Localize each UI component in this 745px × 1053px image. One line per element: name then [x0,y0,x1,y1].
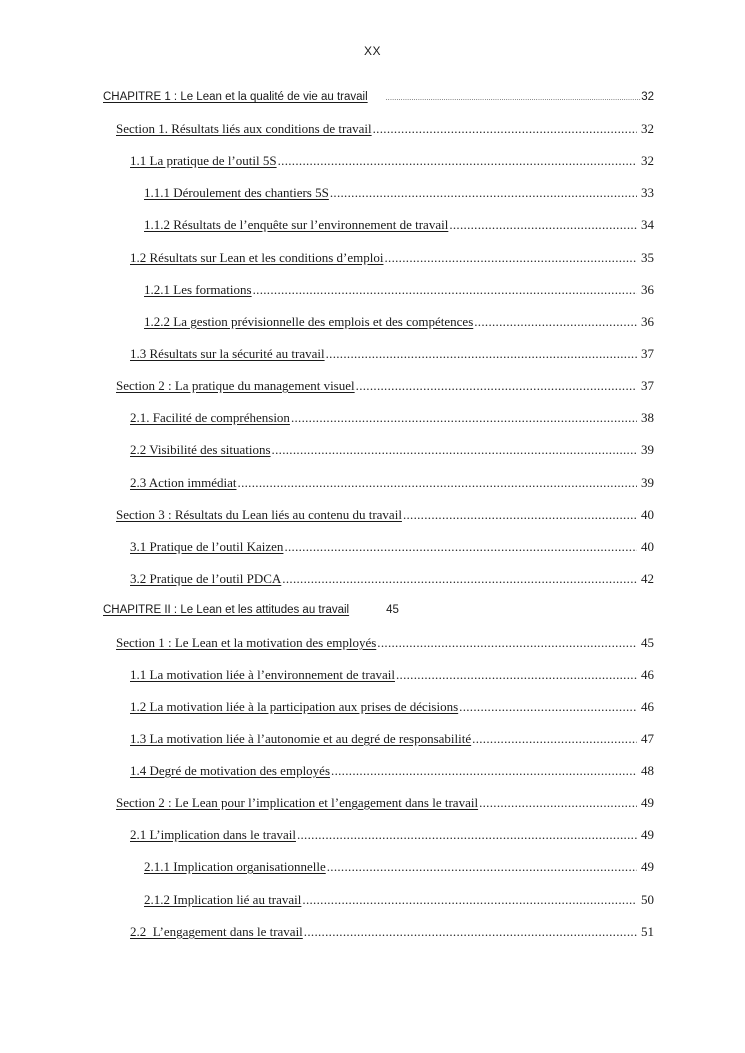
toc-entry-label: 2.2 Visibilité des situations [130,442,271,457]
toc-entry-label: 3.2 Pratique de l’outil PDCA [130,571,282,586]
toc-entry-subsection[interactable] [130,249,654,267]
toc-entry-page: 46 [641,699,654,714]
toc-entry-label: 1.2 La motivation liée à la participation aux prises de décisions [130,699,459,714]
toc-entry-section[interactable] [116,120,654,138]
toc-entry-section[interactable] [116,634,654,652]
dot-leader [449,216,637,234]
toc-entry-page: 33 [641,185,654,200]
toc-entry-page: 49 [641,827,654,842]
dot-leader [304,923,637,941]
toc-entry-page: 49 [641,859,654,874]
toc-entry-page: 47 [641,731,654,746]
toc-entry-page: 37 [641,378,654,393]
toc-entry-page: 42 [641,571,654,586]
toc-entry-label: 1.3 Résultats sur la sécurité au travail [130,346,325,361]
toc-entry-subsubsection[interactable] [144,858,654,876]
dot-leader [331,762,637,780]
toc-entry-page: 45 [641,635,654,650]
toc-entry-chapter-1[interactable] [103,88,654,106]
toc-entry-label: 1.1 La pratique de l’outil 5S [130,153,277,168]
toc-entry-subsection[interactable] [130,666,654,684]
toc-entry-label: 2.1 L’implication dans le travail [130,827,296,842]
toc-entry-label: 2.1.2 Implication lié au travail [144,892,302,907]
toc-entry-label: Section 1 : Le Lean et la motivation des employés [116,635,377,650]
dot-leader [291,409,637,427]
toc-entry-page: 46 [641,667,654,682]
toc-entry-section[interactable] [116,506,654,524]
toc-entry-label: 2.1. Facilité de compréhension [130,410,290,425]
toc-entry-page: 35 [641,250,654,265]
toc-entry-subsection[interactable] [130,762,654,780]
toc-entry-label: 1.4 Degré de motivation des employés [130,763,331,778]
dot-leader [330,184,637,202]
dot-leader [472,730,637,748]
toc-entry-label: Section 3 : Résultats du Lean liés au contenu du travail [116,507,402,522]
toc-entry-label: 1.2.2 La gestion prévisionnelle des emplois et des compétences [144,314,474,329]
toc-entry-page: 40 [641,507,654,522]
toc-entry-page: 32 [641,91,654,103]
toc-entry-subsection[interactable] [130,826,654,844]
toc-entry-label: 1.3 La motivation liée à l’autonomie et au degré de responsabilité [130,731,472,746]
dot-leader [474,313,637,331]
toc-entry-label: 2.2 L’engagement dans le travail [130,924,303,939]
page-header: XX [363,44,381,58]
toc-entry-subsubsection[interactable] [144,184,654,202]
toc-entry-subsection[interactable] [130,152,654,170]
toc-entry-page: 38 [641,410,654,425]
toc-entry-label: CHAPITRE 1 : Le Lean et la qualité de vie au travail [103,91,368,103]
toc-entry-label: Section 2 : Le Lean pour l’implication et l’engagement dans le travail [116,795,479,810]
dot-leader [396,666,637,684]
dot-leader [384,249,637,267]
toc-entry-label: 2.3 Action immédiat [130,475,237,490]
toc-entry-section[interactable] [116,794,654,812]
toc-entry-label: 1.2 Résultats sur Lean et les conditions d’emploi [130,250,384,265]
toc-entry-subsubsection[interactable] [144,313,654,331]
toc-entry-page: 50 [641,892,654,907]
toc-entry-page: 39 [641,475,654,490]
toc-entry-subsection[interactable] [130,345,654,363]
toc-entry-subsection[interactable] [130,730,654,748]
dot-leader [326,345,637,363]
dot-leader [386,90,642,108]
toc-entry-page: 45 [386,604,399,616]
toc-entry-label: 2.1.1 Implication organisationnelle [144,859,326,874]
toc-entry-page: 51 [641,924,654,939]
toc-entry-page: 48 [641,763,654,778]
toc-entry-label: Section 1. Résultats liés aux conditions de travail [116,121,372,136]
dot-leader [373,120,637,138]
toc-entry-subsection[interactable] [130,409,654,427]
toc-entry-page: 37 [641,346,654,361]
toc-entry-page: 49 [641,795,654,810]
dot-leader [284,538,637,556]
dot-leader [272,441,637,459]
toc-entry-label: 1.1.1 Déroulement des chantiers 5S [144,185,329,200]
toc-entry-subsection[interactable] [130,570,654,588]
dot-leader [302,891,637,909]
toc-entry-label: 3.1 Pratique de l’outil Kaizen [130,539,284,554]
toc-entry-label: Section 2 : La pratique du management visuel [116,378,355,393]
dot-leader [479,794,637,812]
toc-entry-page: 40 [641,539,654,554]
dot-leader [327,858,637,876]
dot-leader [356,377,637,395]
dot-leader [278,152,637,170]
toc-entry-subsection[interactable] [130,441,654,459]
toc-entry-chapter-2[interactable] [103,601,399,619]
toc-entry-subsubsection[interactable] [144,891,654,909]
toc-entry-label: CHAPITRE II : Le Lean et les attitudes au travail [103,604,350,616]
dot-leader [253,281,637,299]
toc-entry-label: 1.1.2 Résultats de l’enquête sur l’environnement de travail [144,217,449,232]
toc-entry-subsection[interactable] [130,923,654,941]
toc-entry-page: 39 [641,442,654,457]
toc-entry-page: 34 [641,217,654,232]
toc-entry-subsubsection[interactable] [144,216,654,234]
toc-entry-subsection[interactable] [130,538,654,556]
toc-entry-page: 36 [641,282,654,297]
dot-leader [459,698,637,716]
toc-entry-subsection[interactable] [130,474,654,492]
toc-entry-page: 32 [641,153,654,168]
toc-entry-label: 1.1 La motivation liée à l’environnement de travail [130,667,395,682]
toc-entry-label: 1.2.1 Les formations [144,282,252,297]
dot-leader [238,474,637,492]
dot-leader [282,570,637,588]
toc-entry-subsubsection[interactable] [144,281,654,299]
dot-leader [297,826,637,844]
toc-entry-page: 36 [641,314,654,329]
dot-leader [377,634,637,652]
toc-entry-section[interactable] [116,377,654,395]
dot-leader [403,506,637,524]
toc-entry-subsection[interactable] [130,698,654,716]
toc-entry-page: 32 [641,121,654,136]
